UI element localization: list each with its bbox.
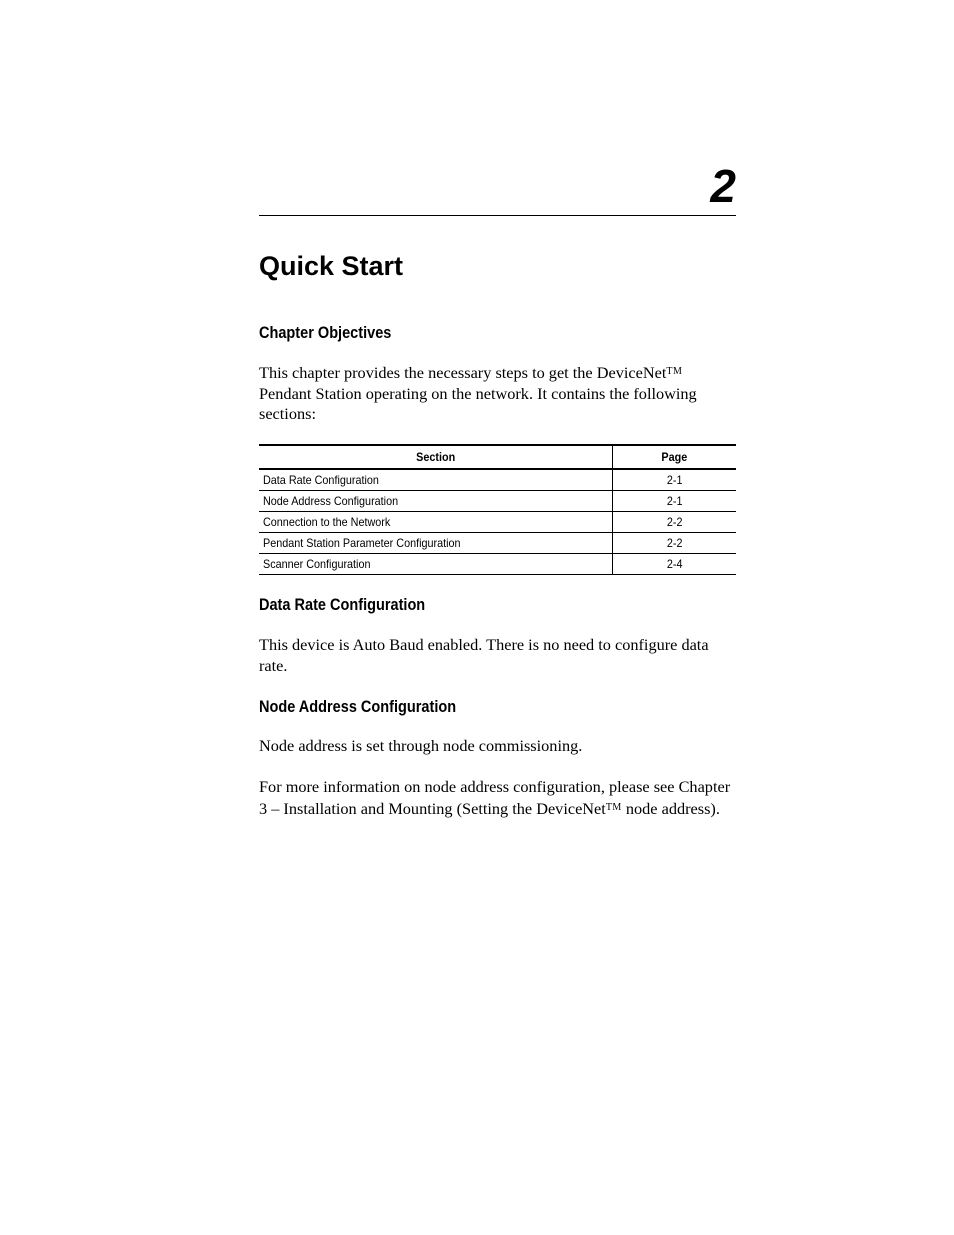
chapter-number: 2 — [710, 160, 736, 212]
chapter-title: Quick Start — [259, 251, 404, 281]
objectives-paragraph — [259, 362, 736, 425]
node-address-text-start: For more information on node address configuration, please see Chapter 3 – Installation and Mounting (Setting the DeviceNet — [259, 777, 731, 818]
table-header-row — [259, 445, 736, 469]
table-header-section: Section — [259, 445, 613, 469]
table-cell-section: Connection to the Network — [259, 512, 613, 533]
table-row — [259, 512, 736, 533]
table-cell-section: Node Address Configuration — [259, 491, 613, 512]
table-cell-page: 2-2 — [613, 533, 737, 554]
table-cell-section: Pendant Station Parameter Configuration — [259, 533, 613, 554]
node-address-paragraph-1: Node address is set through node commissioning. — [259, 736, 583, 755]
table-cell-page: 2-1 — [613, 469, 737, 491]
heading-node-address-configuration: Node Address Configuration — [259, 698, 457, 716]
node-address-text-end: node address). — [621, 798, 720, 818]
table-header-page: Page — [613, 445, 737, 469]
table-cell-page: 2-1 — [613, 491, 737, 512]
table-cell-page: 2-4 — [613, 554, 737, 575]
heading-data-rate-configuration: Data Rate Configuration — [259, 596, 426, 614]
table-row — [259, 533, 736, 554]
table-cell-section: Scanner Configuration — [259, 554, 613, 575]
chapter-divider — [259, 215, 736, 216]
node-address-paragraph-2 — [259, 777, 736, 819]
sections-table — [259, 444, 736, 575]
data-rate-paragraph: This device is Auto Baud enabled. There is no need to configure data rate. — [259, 635, 709, 675]
objectives-text-end: Pendant Station operating on the network. It contains the following sections: — [259, 383, 697, 423]
trademark-mark: TM — [666, 366, 683, 377]
objectives-text-start: This chapter provides the necessary steps to get the DeviceNet — [259, 363, 667, 382]
heading-chapter-objectives: Chapter Objectives — [259, 324, 392, 342]
table-row — [259, 491, 736, 512]
trademark-mark: TM — [605, 801, 622, 813]
table-cell-section: Data Rate Configuration — [259, 469, 613, 491]
table-cell-page: 2-2 — [613, 512, 737, 533]
table-row — [259, 469, 736, 491]
table-row — [259, 554, 736, 575]
